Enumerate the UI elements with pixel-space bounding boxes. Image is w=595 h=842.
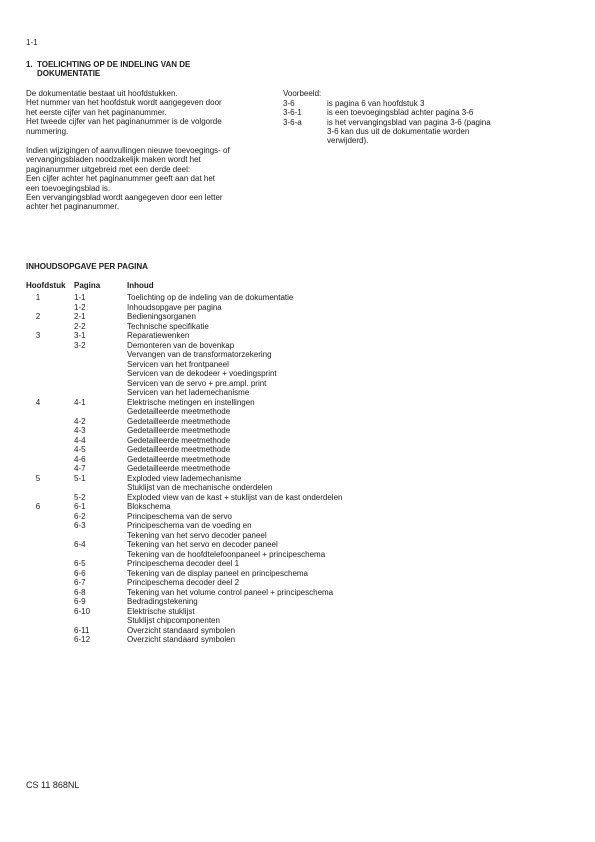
table-row bbox=[26, 379, 586, 389]
cell-inhoud: Overzicht standaard symbolen bbox=[127, 635, 236, 644]
cell-pagina: 6-12 bbox=[74, 635, 91, 644]
intro-paragraph bbox=[26, 89, 276, 136]
example-code: 3-6-a bbox=[283, 117, 302, 127]
cell-pagina: 6-11 bbox=[74, 625, 90, 635]
cell-inhoud: Gedetailleerde meetmethode bbox=[127, 426, 231, 435]
table-row bbox=[26, 483, 586, 493]
table-row bbox=[26, 588, 586, 598]
cell-pagina: 3-2 bbox=[74, 340, 86, 350]
cell-hoofdstuk: 6 bbox=[35, 502, 41, 511]
changes-line: Een vervangingsblad wordt aangegeven door een letter bbox=[26, 193, 223, 203]
example-title: Voorbeeld: bbox=[283, 89, 322, 98]
example-desc: is pagina 6 van hoofdstuk 3 bbox=[327, 98, 425, 108]
table-row bbox=[26, 341, 586, 351]
toc-header-pagina: Pagina bbox=[74, 281, 101, 290]
cell-pagina: 4-6 bbox=[74, 454, 86, 464]
example-desc bbox=[327, 118, 491, 146]
cell-inhoud: Principeschema van de servo bbox=[127, 511, 232, 521]
table-row bbox=[26, 350, 586, 360]
cell-inhoud: Gedetailleerde meetmethode bbox=[127, 435, 231, 445]
table-row bbox=[26, 502, 586, 512]
table-row bbox=[26, 512, 586, 522]
cell-inhoud: Principeschema van de voeding en bbox=[127, 521, 252, 530]
cell-pagina: 4-2 bbox=[74, 416, 86, 426]
table-row bbox=[26, 360, 586, 370]
table-row bbox=[26, 388, 586, 398]
cell-inhoud: Tekening van het servo en decoder paneel bbox=[127, 540, 278, 549]
cell-inhoud: Vervangen van de transformatorzekering bbox=[127, 350, 272, 359]
table-row bbox=[26, 569, 586, 579]
cell-pagina: 1-2 bbox=[74, 302, 86, 312]
cell-pagina: 1-1 bbox=[74, 293, 86, 302]
table-row bbox=[26, 626, 586, 636]
table-row bbox=[26, 578, 586, 588]
cell-pagina: 6-1 bbox=[74, 502, 86, 511]
table-row bbox=[26, 426, 586, 436]
cell-inhoud: Technische specifikatie bbox=[127, 321, 209, 331]
cell-pagina: 6-10 bbox=[74, 606, 91, 616]
table-row bbox=[26, 616, 586, 626]
toc-header-hoofdstuk: Hoofdstuk bbox=[26, 281, 66, 290]
changes-line: Een cijfer achter het paginanummer geeft aan dat het bbox=[26, 174, 216, 184]
cell-pagina: 6-6 bbox=[74, 568, 86, 578]
cell-pagina: 4-5 bbox=[74, 445, 86, 454]
changes-line: Indien wijzigingen of aanvullingen nieuwe toevoegings- of bbox=[26, 146, 230, 155]
table-row bbox=[26, 597, 586, 607]
table-row bbox=[26, 455, 586, 465]
changes-line: vervangingsbladen noodzakelijk maken wordt het bbox=[26, 155, 201, 165]
cell-pagina: 6-5 bbox=[74, 559, 86, 568]
cell-inhoud: Elektrische metingen en instellingen bbox=[127, 397, 255, 407]
table-row bbox=[26, 398, 586, 408]
table-row bbox=[26, 407, 586, 417]
table-row bbox=[26, 474, 586, 484]
cell-inhoud: Gedetailleerde meetmethode bbox=[127, 416, 231, 426]
table-row bbox=[26, 417, 586, 427]
intro-line: De dokumentatie bestaat uit hoofdstukken. bbox=[26, 89, 178, 98]
cell-inhoud: Servicen van de dekodeer + voedingsprint bbox=[127, 369, 277, 378]
intro-line: nummering. bbox=[26, 126, 69, 136]
cell-pagina: 4-4 bbox=[74, 435, 86, 445]
cell-inhoud: Gedetailleerde meetmethode bbox=[127, 407, 231, 416]
cell-inhoud: Principeschema decoder deel 1 bbox=[127, 559, 240, 568]
cell-pagina: 6-3 bbox=[74, 521, 86, 530]
table-row bbox=[26, 445, 586, 455]
example-desc-line: 3-6 kan dus uit de dokumentatie worden bbox=[327, 126, 470, 136]
cell-hoofdstuk: 3 bbox=[35, 331, 41, 340]
intro-line: Het tweede cijfer van het paginanummer is de volgorde bbox=[26, 117, 222, 127]
cell-inhoud: Overzicht standaard symbolen bbox=[127, 625, 236, 635]
cell-hoofdstuk: 1 bbox=[35, 293, 41, 302]
cell-hoofdstuk: 4 bbox=[35, 397, 41, 407]
section-number: 1. bbox=[26, 60, 33, 69]
cell-inhoud: Exploded view lademechanisme bbox=[127, 473, 242, 483]
cell-inhoud: Toelichting op de indeling van de dokumentatie bbox=[127, 293, 294, 302]
table-row bbox=[26, 559, 586, 569]
cell-inhoud: Stuklijst van de mechanische onderdelen bbox=[127, 483, 273, 492]
example-code: 3-6-1 bbox=[283, 108, 302, 117]
cell-inhoud: Bedieningsorganen bbox=[127, 312, 196, 321]
cell-inhoud: Tekening van het servo decoder paneel bbox=[127, 530, 267, 540]
cell-pagina: 6-8 bbox=[74, 587, 86, 597]
changes-line: achter het paginanummer. bbox=[26, 202, 119, 212]
table-row bbox=[26, 331, 586, 341]
changes-paragraph bbox=[26, 146, 276, 212]
cell-pagina: 6-9 bbox=[74, 597, 86, 606]
page-number: 1-1 bbox=[26, 38, 38, 47]
table-row bbox=[26, 303, 586, 313]
cell-inhoud: Reparatiewenken bbox=[127, 331, 190, 340]
cell-pagina: 4-3 bbox=[74, 426, 86, 435]
table-row bbox=[26, 322, 586, 332]
changes-line: een toevoegingsblad is. bbox=[26, 183, 111, 193]
example-code: 3-6 bbox=[283, 98, 295, 108]
cell-inhoud: Tekening van de hoofdtelefoonpaneel + principeschema bbox=[127, 549, 326, 559]
cell-hoofdstuk: 5 bbox=[35, 473, 41, 483]
toc-table bbox=[26, 293, 586, 653]
cell-inhoud: Gedetailleerde meetmethode bbox=[127, 454, 231, 464]
table-row bbox=[26, 436, 586, 446]
toc-header-inhoud: Inhoud bbox=[127, 281, 154, 290]
table-row bbox=[26, 540, 586, 550]
cell-inhoud: Tekening van de display paneel en principeschema bbox=[127, 568, 309, 578]
toc-title: INHOUDSOPGAVE PER PAGINA bbox=[26, 262, 148, 271]
cell-pagina: 4-1 bbox=[74, 397, 86, 407]
table-row bbox=[26, 635, 586, 645]
cell-inhoud: Bedradingstekening bbox=[127, 597, 198, 606]
table-row bbox=[26, 607, 586, 617]
example-desc-line: verwijderd). bbox=[327, 136, 369, 146]
footer-code: CS 11 868NL bbox=[26, 780, 80, 790]
table-row bbox=[26, 464, 586, 474]
cell-inhoud: Servicen van de servo + pre.ampl. print bbox=[127, 378, 267, 388]
cell-inhoud: Stuklijst chipcomponenten bbox=[127, 616, 220, 625]
cell-pagina: 6-7 bbox=[74, 578, 86, 587]
cell-inhoud: Servicen van het lademechanisme bbox=[127, 388, 250, 397]
cell-pagina: 5-2 bbox=[74, 492, 86, 502]
cell-inhoud: Gedetailleerde meetmethode bbox=[127, 445, 231, 454]
table-row bbox=[26, 531, 586, 541]
cell-inhoud: Inhoudsopgave per pagina bbox=[127, 302, 222, 312]
example-desc-line: is het vervangingsblad van pagina 3-6 (pagina bbox=[327, 117, 491, 127]
section-title-line1: TOELICHTING OP DE INDELING VAN DE bbox=[37, 60, 191, 69]
cell-pagina: 2-2 bbox=[74, 321, 86, 331]
example-desc: is een toevoegingsblad achter pagina 3-6 bbox=[327, 108, 474, 117]
table-row bbox=[26, 550, 586, 560]
cell-pagina: 4-7 bbox=[74, 464, 86, 473]
cell-pagina: 6-2 bbox=[74, 511, 86, 521]
table-row bbox=[26, 369, 586, 379]
section-title-line2: DOKUMENTATIE bbox=[37, 69, 101, 78]
cell-pagina: 3-1 bbox=[74, 331, 86, 340]
intro-line: het eerste cijfer van het paginanummer. bbox=[26, 107, 167, 117]
cell-inhoud: Elektrische stuklijst bbox=[127, 606, 195, 616]
changes-line: paginanummer uitgebreid met een derde deel: bbox=[26, 164, 191, 174]
cell-inhoud: Blokschema bbox=[127, 502, 171, 511]
table-row bbox=[26, 493, 586, 503]
cell-inhoud: Exploded view van de kast + stuklijst van de kast onderdelen bbox=[127, 492, 343, 502]
cell-inhoud: Gedetailleerde meetmethode bbox=[127, 464, 231, 473]
cell-inhoud: Principeschema decoder deel 2 bbox=[127, 578, 240, 587]
table-row bbox=[26, 521, 586, 531]
table-row bbox=[26, 293, 586, 303]
cell-pagina: 2-1 bbox=[74, 312, 86, 321]
cell-inhoud: Demonteren van de bovenkap bbox=[127, 340, 235, 350]
intro-line: Het nummer van het hoofdstuk wordt aangegeven door bbox=[26, 98, 222, 108]
cell-hoofdstuk: 2 bbox=[35, 312, 41, 321]
cell-inhoud: Tekening van het volume control paneel + principeschema bbox=[127, 587, 334, 597]
cell-pagina: 5-1 bbox=[74, 473, 86, 483]
cell-pagina: 6-4 bbox=[74, 540, 86, 549]
table-row bbox=[26, 312, 586, 322]
cell-inhoud: Servicen van het frontpaneel bbox=[127, 359, 229, 369]
